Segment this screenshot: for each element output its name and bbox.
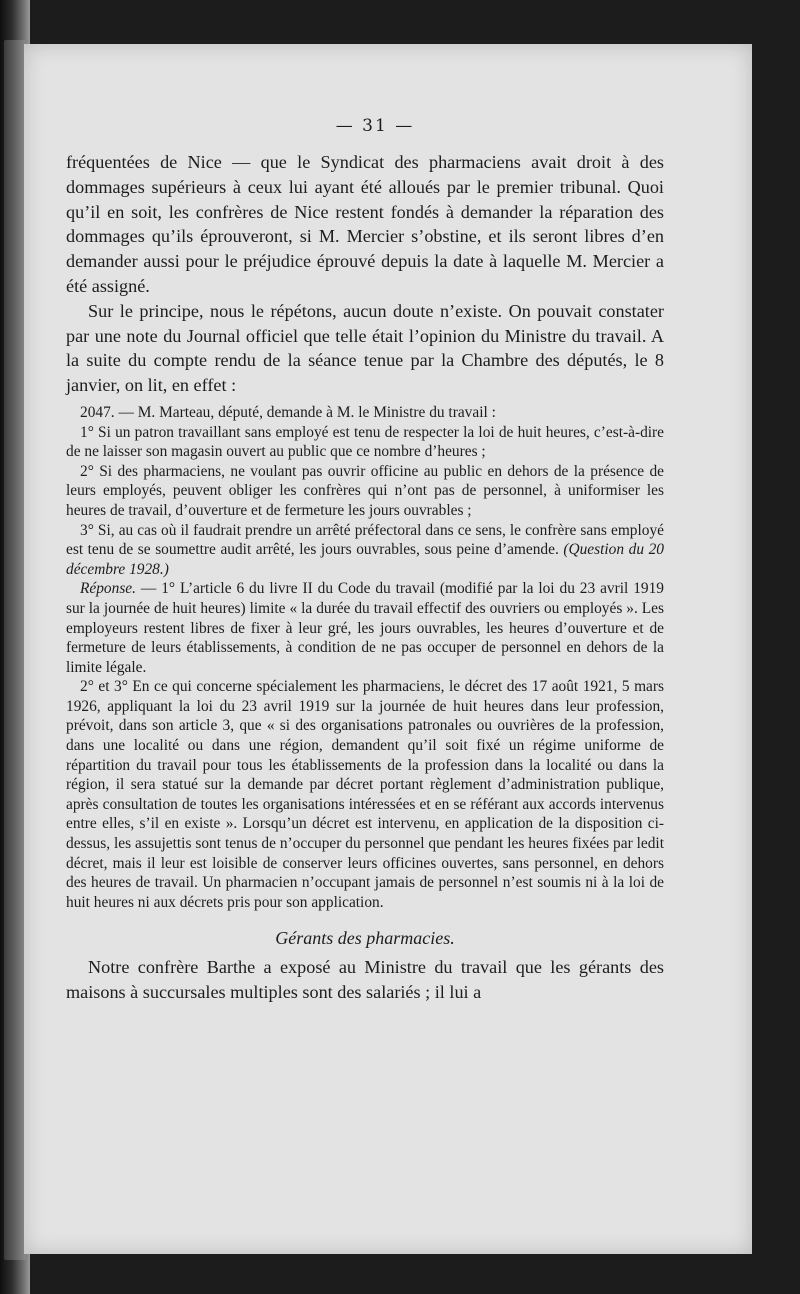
- paragraph-barthe: Notre confrère Barthe a exposé au Ministre du travail que les gérants des maisons à succursales multiples sont des salariés ; il lui a: [66, 957, 664, 1003]
- question-intro: 2047. — M. Marteau, député, demande à M. le Ministre du travail :: [80, 403, 496, 421]
- question-item-3: [66, 521, 664, 580]
- answer-part-2: 2° et 3° En ce qui concerne spécialement les pharmaciens, le décret des 17 août 1921, 5 mars 1926, appliquant la loi du 23 avril 1919 sur la journée de huit heures dans leur profession, prévoit, dans son article 3, que « si des organisations patronales ou ouvrières de la profession, dans une localité ou dans une région, demandent qu’il soit fixé un régime uniforme de répartition du travail pour tous les établissements de la profession dans la localité ou dans la région, il sera statué sur la demande par décret portant règlement d’administration publique, après consultation de toutes les organisations intéressées et en se référant aux accords intervenus entre elles, s’il en existe ». Lorsqu’un décret est intervenu, en application de la disposition ci-dessus, les assujettis sont tenus de n’occuper du personnel que pendant les heures fixées par ledit décret, mais il leur est loisible de conserver leurs officines ouvertes, sans personnel, en dehors des heures de travail. Un pharmacien n’occupant jamais de personnel n’est soumis ni à la loi de huit heures ni aux décrets pris pour son application.: [66, 678, 664, 911]
- answer-label: Réponse.: [80, 580, 136, 598]
- question-reference: (Question du 20 décembre 1928.): [66, 541, 664, 578]
- question-item-3-text: 3° Si, au cas où il faudrait prendre un arrêté préfectoral dans ce sens, le confrère sans employé est tenu de se soumettre audit arrêté, les jours ouvrables, sous peine d’amende.: [66, 521, 664, 559]
- answer-part-1-text: — 1° L’article 6 du livre II du Code du travail (modifié par la loi du 23 avril 1919 sur la journée de huit heures) limite « la durée du travail effectif des ouvriers ou employés ». Les employeurs restent libres de fixer à leur gré, les jours ouvrables, les heures d’ouverture et de fermeture de leurs établissements, à condition de ne pas occuper de personnel en dehors de la limite légale.: [66, 580, 664, 676]
- paragraph-principle: Sur le principe, nous le répétons, aucun doute n’existe. On pouvait constater par une note du Journal officiel que telle était l’opinion du Ministre du travail. A la suite du compte rendu de la séance tenue par la Chambre des députés, le 8 janvier, on lit, en effet :: [66, 300, 664, 396]
- page-content: [66, 116, 664, 1005]
- question-item-1: 1° Si un patron travaillant sans employé est tenu de respecter la loi de huit heures, c’est-à-dire de ne laisser son magasin ouvert au public que ce nombre d’heures ;: [66, 423, 664, 461]
- question-item-2: 2° Si des pharmaciens, ne voulant pas ouvrir officine au public en dehors de la présence de leurs employés, peuvent obliger les confrères qui n’ont pas de personnel, à uniformiser les heures de travail, d’ouverture et de fermeture les jours ouvrables ;: [66, 462, 664, 519]
- page-number: — 31 —: [335, 116, 415, 136]
- paragraph-continuation: fréquentées de Nice — que le Syndicat des pharmaciens avait droit à des dommages supérieurs à ceux lui ayant été alloués par le premier tribunal. Quoi qu’il en soit, les confrères de Nice restent fondés à demander la réparation des dommages qu’ils éprouveront, si M. Mercier s’obstine, et ils seront libres d’en demander aussi pour le préjudice éprouvé depuis la date à laquelle M. Mercier a été assigné.: [66, 152, 664, 296]
- answer-part-1: [66, 579, 664, 677]
- book-page: [24, 44, 752, 1254]
- section-title: Gérants des pharmacies.: [275, 928, 455, 949]
- page-stack-edge: [4, 40, 26, 1260]
